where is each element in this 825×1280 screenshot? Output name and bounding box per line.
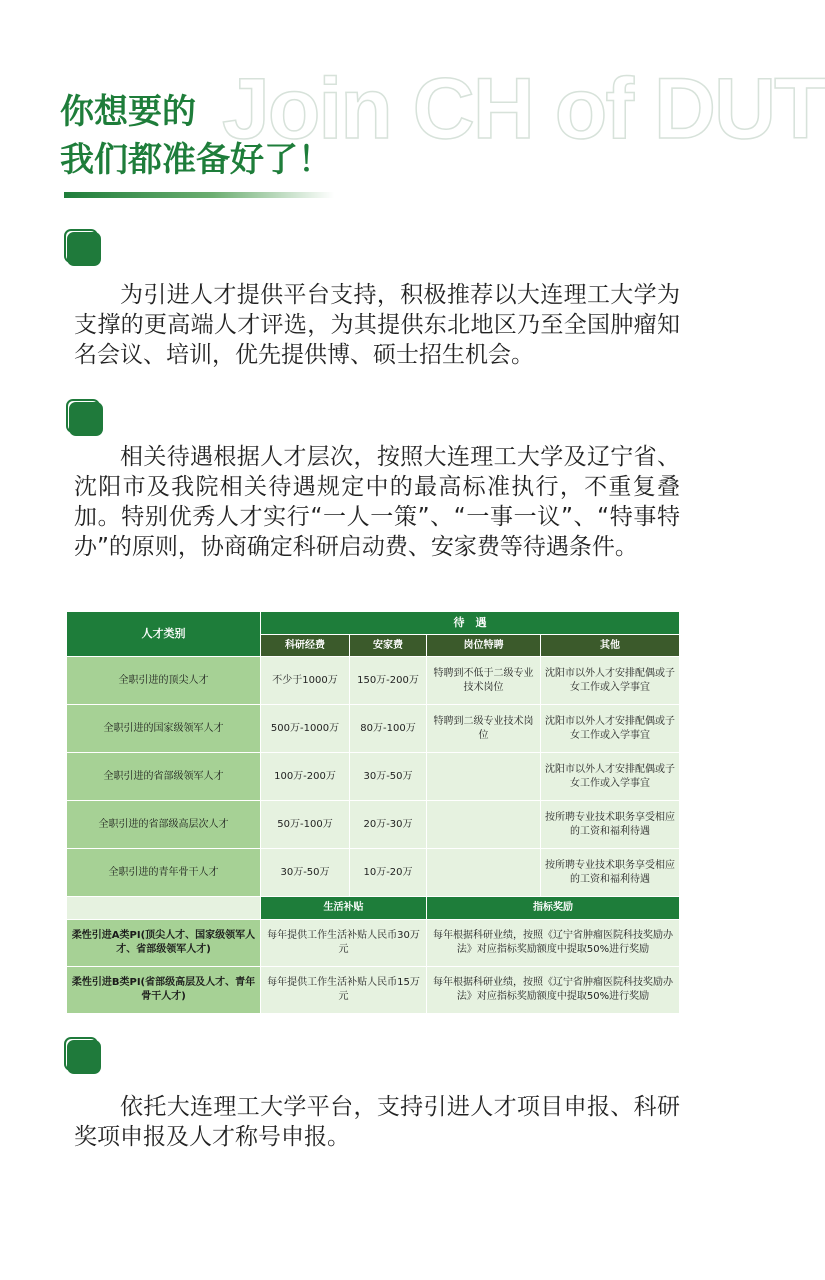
flex-row-reward: 每年根据科研业绩，按照《辽宁省肿瘤医院科技奖励办法》对应指标奖励额度中提取50%进行奖励: [427, 920, 680, 967]
table-row: [67, 920, 680, 967]
sub-header-other: 其他: [541, 635, 680, 657]
category-header: 人才类别: [67, 612, 261, 657]
flex-row-subsidy: 每年提供工作生活补贴人民币30万元: [261, 920, 427, 967]
row-research: 100万-200万: [261, 753, 350, 801]
row-category: 全职引进的顶尖人才: [67, 657, 261, 705]
row-research: 30万-50万: [261, 849, 350, 897]
section-2-icon: [66, 399, 102, 435]
flex-header-subsidy: 生活补贴: [261, 897, 427, 920]
row-housing: 20万-30万: [350, 801, 427, 849]
row-other: 按所聘专业技术职务享受相应的工资和福利待遇: [541, 801, 680, 849]
flex-row-reward: 每年根据科研业绩，按照《辽宁省肿瘤医院科技奖励办法》对应指标奖励额度中提取50%进行奖励: [427, 967, 680, 1014]
title-underline: [64, 192, 334, 198]
sub-header-housing: 安家费: [350, 635, 427, 657]
benefits-table: [66, 611, 680, 1014]
title-line-1: 你想要的: [60, 92, 196, 132]
header: [0, 0, 825, 210]
section-3-icon: [64, 1037, 100, 1073]
sub-header-research: 科研经费: [261, 635, 350, 657]
flex-row-category: 柔性引进B类PI(省部级高层及人才、青年骨干人才): [67, 967, 261, 1014]
flex-row-category: 柔性引进A类PI(顶尖人才、国家级领军人才、省部级领军人才): [67, 920, 261, 967]
row-housing: 150万-200万: [350, 657, 427, 705]
row-housing: 30万-50万: [350, 753, 427, 801]
row-research: 不少于1000万: [261, 657, 350, 705]
table-row: [67, 849, 680, 897]
row-position: 特聘到不低于二级专业技术岗位: [427, 657, 541, 705]
row-research: 50万-100万: [261, 801, 350, 849]
table-row: [67, 657, 680, 705]
row-other: 按所聘专业技术职务享受相应的工资和福利待遇: [541, 849, 680, 897]
row-other: 沈阳市以外人才安排配偶或子女工作或入学事宜: [541, 657, 680, 705]
flex-row-subsidy: 每年提供工作生活补贴人民币15万元: [261, 967, 427, 1014]
section-3-text: 依托大连理工大学平台，支持引进人才项目申报、科研奖项申报及人才称号申报。: [74, 1094, 680, 1150]
row-category: 全职引进的青年骨干人才: [67, 849, 261, 897]
row-position: [427, 849, 541, 897]
section-1-text: 为引进人才提供平台支持，积极推荐以大连理工大学为支撑的更高端人才评选，为其提供东北地区乃至全国肿瘤知名会议、培训，优先提供博、硕士招生机会。: [74, 282, 680, 368]
row-category: 全职引进的省部级领军人才: [67, 753, 261, 801]
row-position: [427, 801, 541, 849]
sub-header-position: 岗位特聘: [427, 635, 541, 657]
row-category: 全职引进的省部级高层次人才: [67, 801, 261, 849]
row-category: 全职引进的国家级领军人才: [67, 705, 261, 753]
page-title: [60, 88, 332, 184]
title-line-2: 我们都准备好了！: [60, 140, 332, 180]
flex-header-reward: 指标奖励: [427, 897, 680, 920]
row-housing: 80万-100万: [350, 705, 427, 753]
flex-header-blank: [67, 897, 261, 920]
row-other: 沈阳市以外人才安排配偶或子女工作或入学事宜: [541, 753, 680, 801]
table-row: [67, 753, 680, 801]
row-research: 500万-1000万: [261, 705, 350, 753]
section-1-icon: [64, 229, 100, 265]
row-other: 沈阳市以外人才安排配偶或子女工作或入学事宜: [541, 705, 680, 753]
table-row: [67, 801, 680, 849]
row-housing: 10万-20万: [350, 849, 427, 897]
table-row: [67, 705, 680, 753]
row-position: 特聘到二级专业技术岗位: [427, 705, 541, 753]
table-row: [67, 967, 680, 1014]
row-position: [427, 753, 541, 801]
section-2-text: 相关待遇根据人才层次，按照大连理工大学及辽宁省、沈阳市及我院相关待遇规定中的最高标准执行，不重复叠加。特别优秀人才实行“一人一策”、“一事一议”、“特事特办”的原则，协商确定科研启动费、安家费等待遇条件。: [74, 444, 680, 560]
benefits-header: 待 遇: [261, 612, 680, 635]
background-english-title: Join CH of DUT: [222, 61, 825, 157]
